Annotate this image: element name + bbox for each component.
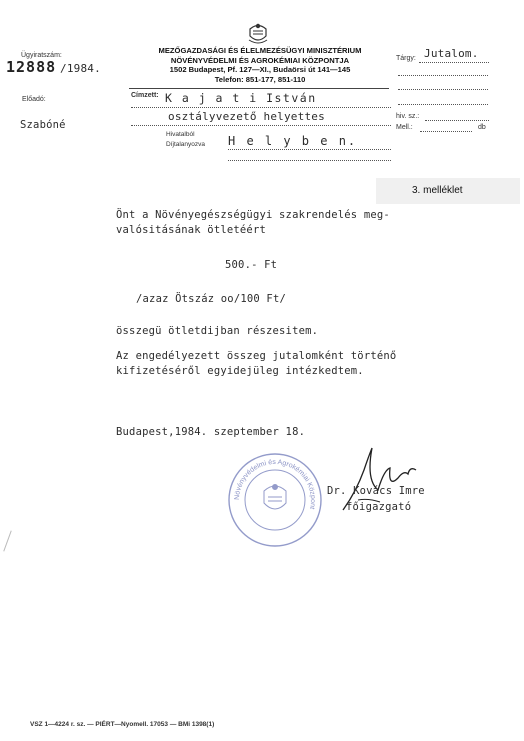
dotted-line bbox=[228, 149, 391, 150]
dotted-line bbox=[228, 160, 391, 161]
body-amount: 500.- Ft bbox=[225, 259, 278, 271]
official-stamp bbox=[226, 451, 324, 549]
ugyiratszam-suffix: /1984. bbox=[60, 62, 101, 75]
hivatalbol-label: Hivatalból bbox=[166, 131, 195, 138]
dotted-line bbox=[420, 131, 472, 132]
margin-mark bbox=[3, 530, 11, 551]
targy-label: Tárgy: bbox=[396, 55, 416, 62]
header-divider bbox=[129, 88, 389, 90]
org-phone: Telefon: 851-177, 851-110 bbox=[214, 74, 306, 84]
coat-of-arms-icon bbox=[247, 20, 269, 46]
date-line: Budapest,1984. szeptember 18. bbox=[116, 426, 306, 438]
dotted-line bbox=[398, 104, 488, 105]
cimzett-label: Címzett: bbox=[131, 92, 159, 99]
body-line-2: valósitásának ötletéért bbox=[116, 224, 266, 236]
body-line-5: kifizetéséről egyidejüleg intézkedtem. bbox=[116, 365, 364, 377]
org-name-line2: NÖVÉNYVÉDELMI ÉS AGROKÉMIAI KÖZPONTJA bbox=[170, 55, 350, 65]
dotted-line bbox=[398, 75, 488, 76]
place: H e l y b e n. bbox=[228, 134, 358, 148]
stamp-ring-text: Növényvédelmi és Agrokémiai Központ bbox=[233, 458, 317, 510]
dotted-line bbox=[425, 120, 489, 121]
org-name-line1: MEZŐGAZDASÁGI ÉS ÉLELMEZÉSÜGYI MINISZTÉRIUM bbox=[158, 46, 362, 55]
cimzett-name: K a j a t i István bbox=[165, 91, 317, 105]
ugyiratszam-label: Ügyiratszám: bbox=[21, 52, 62, 59]
dotted-line bbox=[419, 62, 489, 63]
cimzett-title: osztályvezető helyettes bbox=[168, 110, 325, 123]
body-line-3: összegü ötletdijban részesitem. bbox=[116, 325, 319, 337]
hiv-sz-label: hiv. sz.: bbox=[396, 113, 420, 120]
dotted-line bbox=[131, 107, 391, 108]
org-address: 1502 Budapest, Pf. 127—XI., Budaörsi út 141—145 bbox=[169, 65, 351, 74]
annex-label: 3. melléklet bbox=[412, 185, 463, 196]
ugyiratszam-value: 12888 bbox=[6, 58, 57, 76]
eloado-label: Előadó: bbox=[22, 96, 46, 103]
dotted-line bbox=[398, 89, 488, 90]
form-footer: VSZ 1—4224 r. sz. — PIÉRT—Nyomell. 17053 — BMi 1398(1) bbox=[30, 721, 215, 728]
targy-value: Jutalom. bbox=[424, 47, 479, 60]
signer-name: Dr. Kovács Imre bbox=[327, 485, 425, 497]
body-line-1: Önt a Növényegészségügyi szakrendelés meg- bbox=[116, 209, 390, 221]
eloado-value: Szabóné bbox=[20, 119, 66, 131]
body-amount-words: /azaz Ötszáz oo/100 Ft/ bbox=[136, 293, 286, 305]
dijtalanyozva-label: Díjtalanyozva bbox=[166, 141, 206, 148]
body-line-4: Az engedélyezett összeg jutalomként történő bbox=[116, 350, 397, 362]
mell-label: Mell.: bbox=[396, 124, 413, 131]
signer-title: főigazgató bbox=[346, 501, 412, 513]
mell-db: db bbox=[478, 124, 486, 131]
dotted-line bbox=[131, 125, 391, 126]
